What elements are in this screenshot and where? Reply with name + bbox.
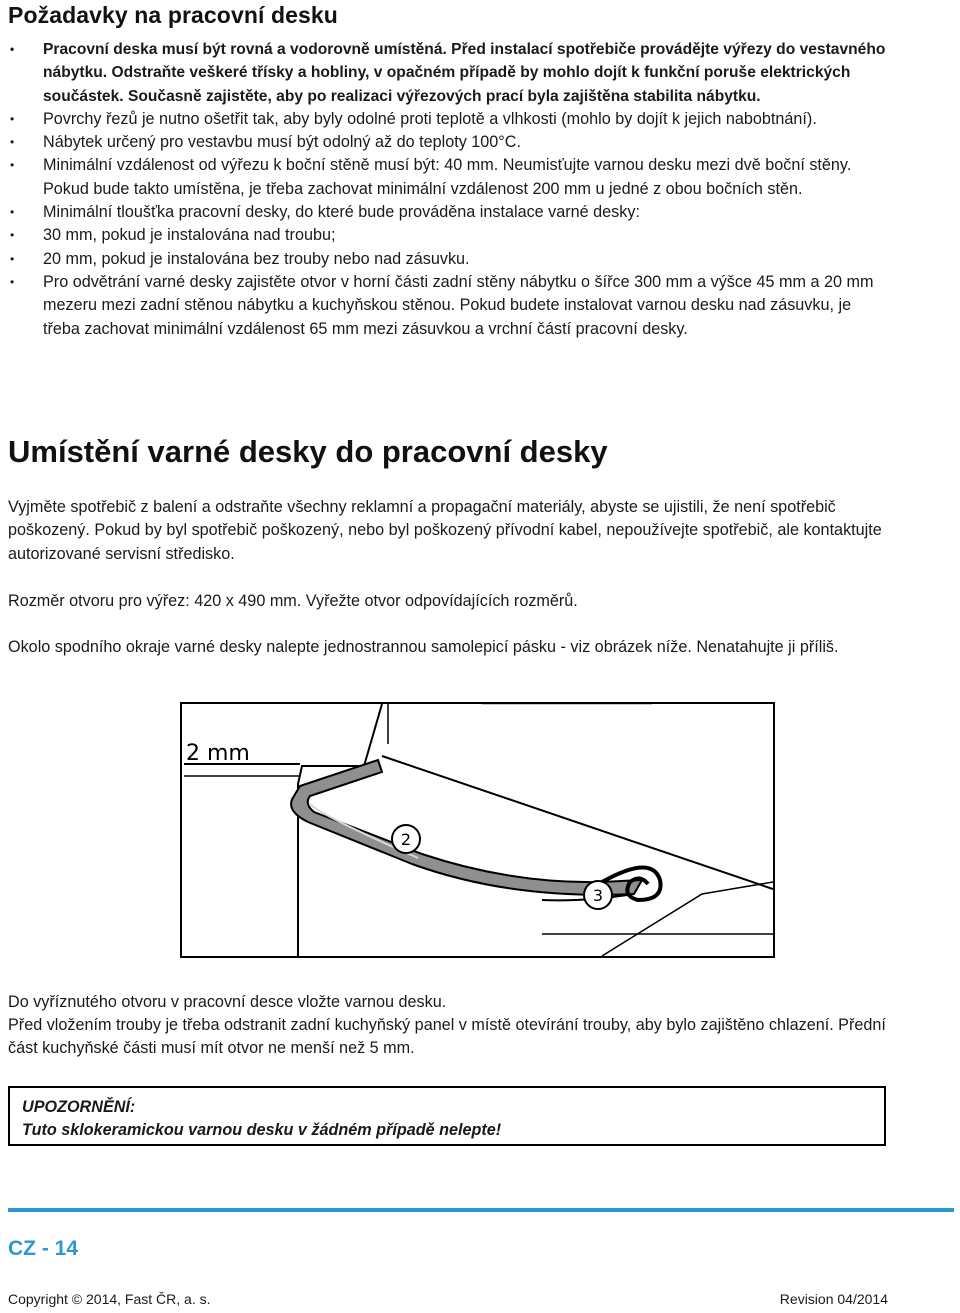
list-item: • Pro odvětrání varné desky zajistěte otvor v horní části zadní stěny nábytku o šířce 300 mm a výšce 45 mm a 20 mm mezeru mezi zadní stěnou nábytku a kuchyňskou stěnou. Pokud budete instalovat varnou desku nad zásuvku, je třeba zachovat minimální vzdálenost 65 mm mezi zásuvkou a vrchní částí pracovní desky. xyxy=(8,271,890,341)
copyright-text: Copyright © 2014, Fast ČR, a. s. xyxy=(8,1291,211,1307)
section-title-requirements: Požadavky na pracovní desku xyxy=(8,2,338,28)
paragraph-tape: Okolo spodního okraje varné desky nalepte jednostrannou samolepicí pásku - viz obrázek níže. Nenatahujte ji příliš. xyxy=(8,638,839,656)
section-title-installation: Umístění varné desky do pracovní desky xyxy=(8,434,608,469)
warning-heading: UPOZORNĚNÍ: xyxy=(22,1098,136,1116)
thickness-label: 2 mm xyxy=(186,741,250,766)
list-item: • 30 mm, pokud je instalována nad troubu; xyxy=(8,224,890,247)
paragraph-cutout-size: Rozměr otvoru pro výřez: 420 x 490 mm. Vyřežte otvor odpovídajících rozměrů. xyxy=(8,592,578,610)
warning-text: Tuto sklokeramickou varnou desku v žádném případě nelepte! xyxy=(22,1121,502,1139)
revision-value: 04/2014 xyxy=(837,1291,888,1307)
revision-info xyxy=(780,1291,888,1307)
revision-label: Revision xyxy=(779,1291,834,1307)
requirements-list xyxy=(8,38,890,341)
callout-label-2: 2 xyxy=(400,830,412,849)
list-item: • 20 mm, pokud je instalována bez trouby nebo nad zásuvku. xyxy=(8,248,890,271)
callout-label-3: 3 xyxy=(592,886,604,905)
list-item: • Povrchy řezů je nutno ošetřit tak, aby byly odolné proti teplotě a vlhkosti (mohlo by dojít k jejich nabobtnání). xyxy=(8,108,890,131)
warning-box xyxy=(8,1086,886,1146)
list-item: • Pracovní deska musí být rovná a vodorovně umístěná. Před instalací spotřebiče provádějte výřezy do vestavného nábytku. Odstraňte veškeré třísky a hobliny, v opačném případě by mohlo dojít k funkční poruše elektrických součástek. Současně zajistěte, aby po realizaci výřezových prací byla zajištěna stabilita nábytku. xyxy=(8,38,890,108)
tape-illustration xyxy=(180,702,775,958)
list-item: • Minimální vzdálenost od výřezu k boční stěně musí být: 40 mm. Neumisťujte varnou desku mezi dvě boční stěny. Pokud bude takto umístěna, je třeba zachovat minimální vzdálenost 200 mm u jedné z obou bočních stěn. xyxy=(8,154,890,201)
list-item: • Nábytek určený pro vestavbu musí být odolný až do teploty 100°C. xyxy=(8,131,890,154)
paragraph-unpack: Vyjměte spotřebič z balení a odstraňte všechny reklamní a propagační materiály, abyste se ujistili, že není spotřebič poškozený. Pokud by byl spotřebič poškozený, nebo byl poškozený přívodní kabel, nepoužívejte spotřebič, ale kontaktujte autorizované servisní středisko. xyxy=(8,498,882,563)
paragraph-insert-hob: Do vyříznutého otvoru v pracovní desce vložte varnou desku. xyxy=(8,993,447,1011)
page-number: CZ - 14 xyxy=(8,1237,79,1260)
list-item: • Minimální tloušťka pracovní desky, do které bude prováděna instalace varné desky: xyxy=(8,201,890,224)
paragraph-oven-panel: Před vložením trouby je třeba odstranit zadní kuchyňský panel v místě otevírání trouby, aby bylo zajištěno chlazení. Přední část kuchyňské části musí mít otvor ne menší než 5 mm. xyxy=(8,1016,886,1058)
footer-divider xyxy=(8,1208,954,1212)
